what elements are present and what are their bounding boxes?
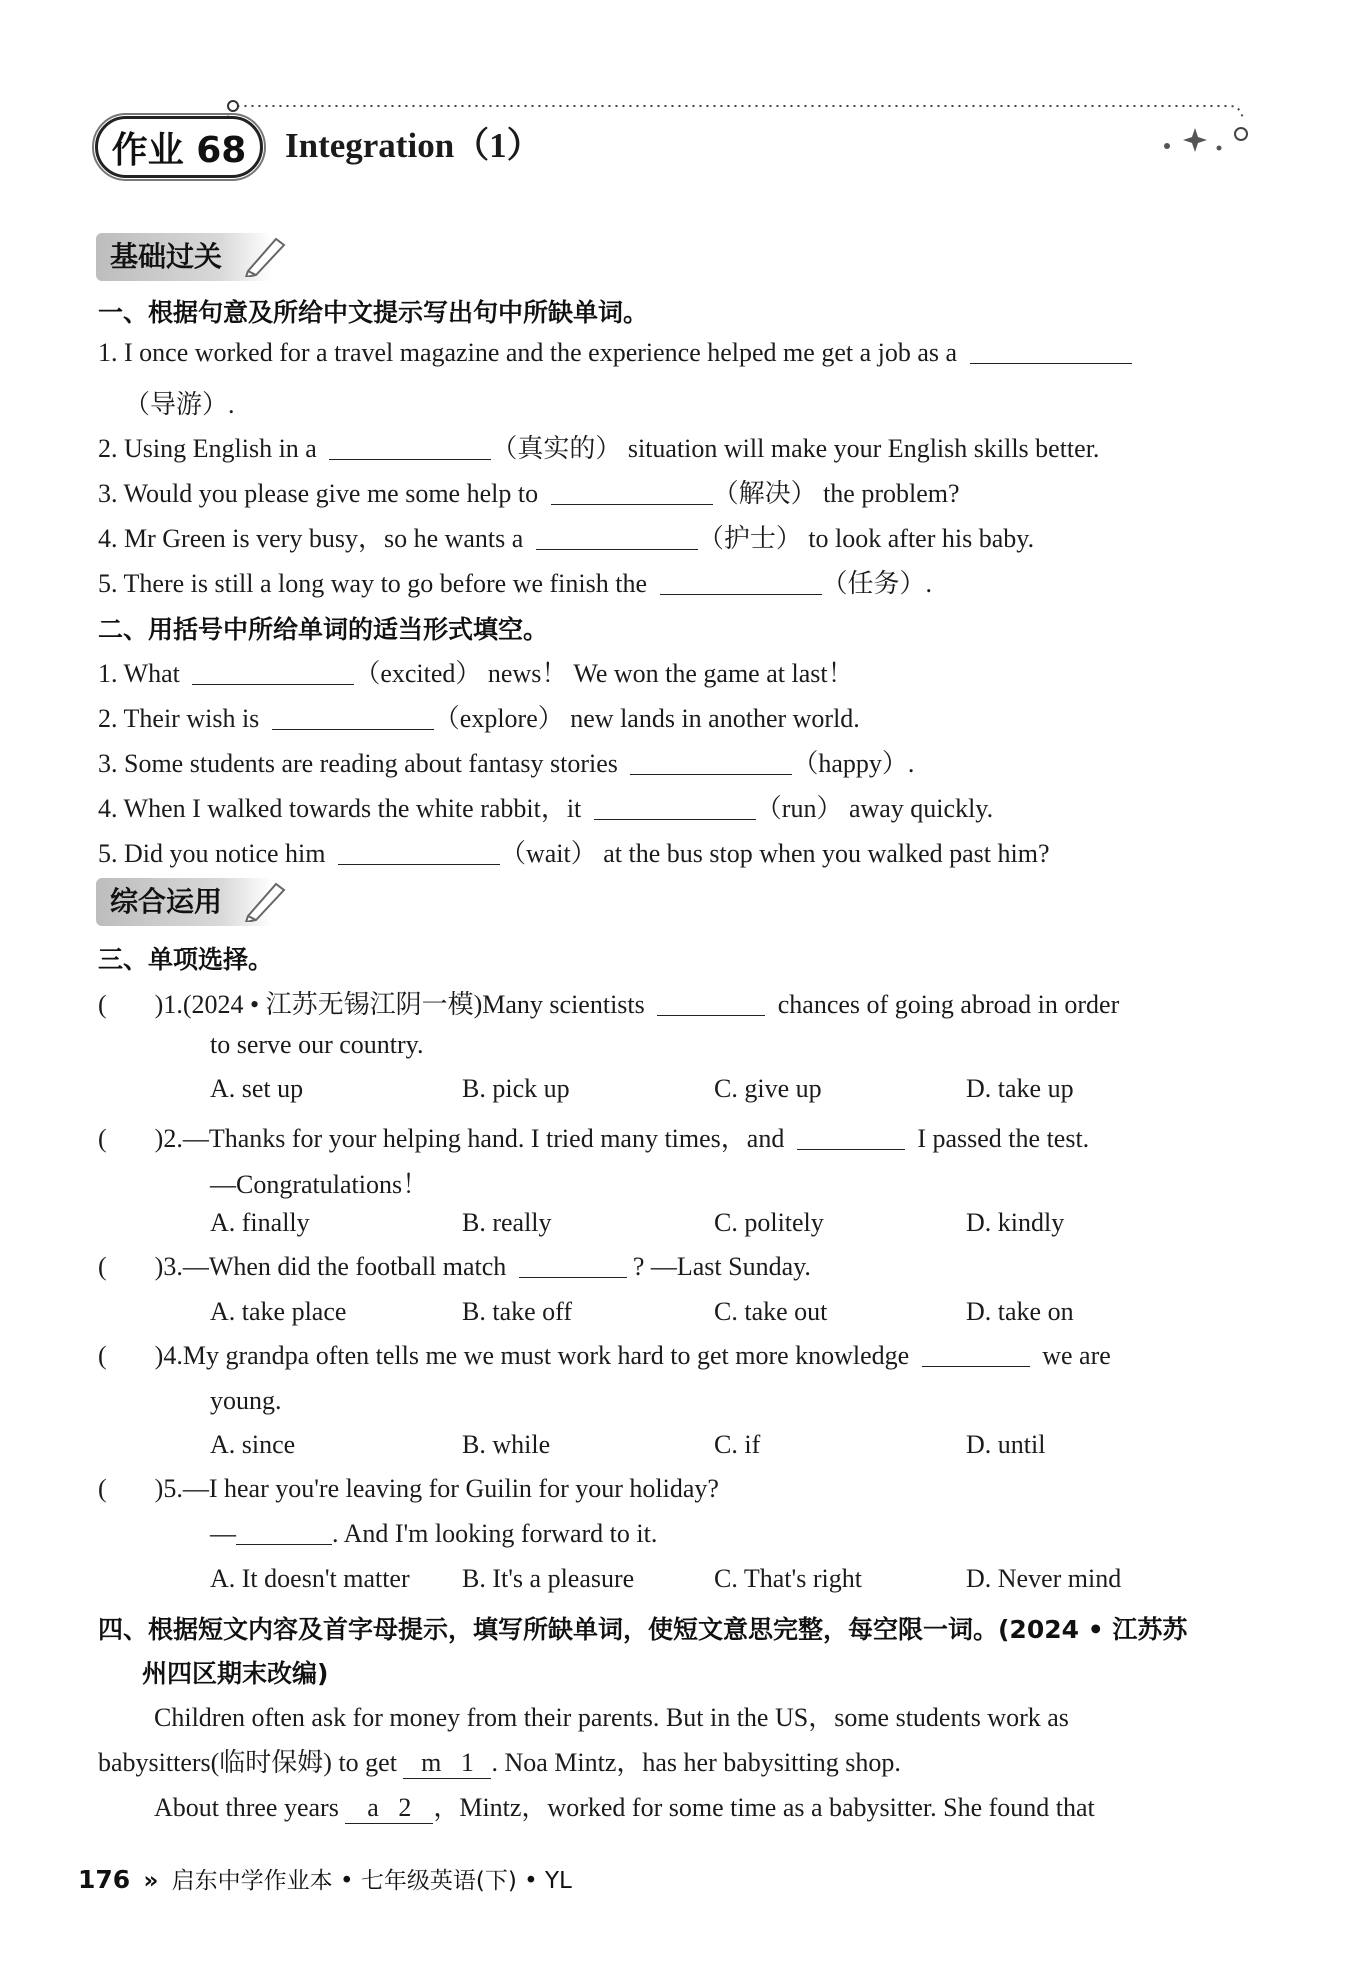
answer-blank[interactable] [192, 660, 354, 685]
part3-instruction: 三、单项选择。 [98, 945, 274, 974]
p1-q2: 2. Using English in a （真实的） situation will make your English skills better. [98, 434, 1100, 463]
mc-q5-option-b[interactable]: B. It's a pleasure [462, 1564, 635, 1593]
mc-q4-option-a[interactable]: A. since [210, 1430, 296, 1459]
passage-line-2: babysitters(临时保姆) to get m 1 . Noa Mintz，has her babysitting shop. [98, 1748, 901, 1777]
book-title: 启东中学作业本 • 七年级英语(下) • YL [171, 1868, 572, 1894]
p2-q4: 4. When I walked towards the white rabbit，it （run） away quickly. [98, 794, 994, 823]
badge-text: 作业 68 [111, 129, 247, 171]
part4-instruction-cont: 州四区期末改编) [142, 1659, 329, 1688]
mc-q1: ( )1.(2024 • 江苏无锡江阴一模)Many scientists chances of going abroad in order [98, 990, 1120, 1019]
badge-ring [92, 113, 266, 181]
p1-q5: 5. There is still a long way to go before we finish the （任务）. [98, 569, 933, 598]
mc-q5-option-c[interactable]: C. That's right [714, 1564, 862, 1593]
part2-instruction: 二、用括号中所给单词的适当形式填空。 [98, 615, 549, 644]
answer-blank [922, 1342, 1030, 1367]
answer-blank[interactable] [338, 840, 500, 865]
answer-blank[interactable] [660, 570, 822, 595]
mc-q2: ( )2.—Thanks for your helping hand. I tried many times，and I passed the test. [98, 1124, 1090, 1153]
page-number: 176 [78, 1865, 131, 1894]
p2-q5: 5. Did you notice him （wait） at the bus stop when you walked past him? [98, 839, 1050, 868]
p1-q4: 4. Mr Green is very busy，so he wants a （护士） to look after his baby. [98, 524, 1035, 553]
mc-q5: ( )5.—I hear you're leaving for Guilin for your holiday? [98, 1474, 719, 1503]
answer-blank [519, 1253, 627, 1278]
p1-q1 [98, 338, 1132, 368]
mc-q2-option-b[interactable]: B. really [462, 1208, 552, 1237]
mc-q4-option-d[interactable]: D. until [966, 1430, 1046, 1459]
p2-q1: 1. What （excited） news！ We won the game at last！ [98, 659, 854, 688]
mc-q3: ( )3.—When did the football match ? —Last Sunday. [98, 1252, 811, 1281]
answer-blank[interactable] [272, 705, 434, 730]
passage-line-3: About three years a 2 ，Mintz，worked for some time as a babysitter. She found that [154, 1793, 1095, 1822]
mc-q5-reply: — . And I'm looking forward to it. [210, 1519, 658, 1548]
answer-blank[interactable] [630, 750, 792, 775]
answer-blank[interactable] [551, 480, 713, 505]
answer-blank [797, 1125, 905, 1150]
answer-blank[interactable] [970, 339, 1132, 364]
mc-q3-option-a[interactable]: A. take place [210, 1297, 347, 1326]
answer-paren[interactable]: ( [98, 1474, 107, 1503]
mc-q2-option-d[interactable]: D. kindly [966, 1208, 1065, 1237]
answer-paren[interactable]: ( [98, 1252, 107, 1281]
p1-q1-text: 1. I once worked for a travel magazine and the experience helped me get a job as a [98, 338, 958, 367]
page-footer [78, 1862, 572, 1895]
mc-q2-option-c[interactable]: C. politely [714, 1208, 824, 1237]
pencil-icon [240, 233, 288, 277]
pencil-icon [240, 878, 288, 922]
answer-paren[interactable]: ( [98, 990, 107, 1019]
mc-q4-option-b[interactable]: B. while [462, 1430, 551, 1459]
passage-blank-2[interactable]: a 2 [345, 1793, 433, 1824]
answer-blank [657, 991, 765, 1016]
answer-blank[interactable] [329, 435, 491, 460]
mc-q1-cont: to serve our country. [210, 1030, 424, 1059]
mc-q1-option-a[interactable]: A. set up [210, 1074, 304, 1103]
answer-paren[interactable]: ( [98, 1341, 107, 1370]
mc-q5-option-d[interactable]: D. Never mind [966, 1564, 1122, 1593]
sparkle-icon [1155, 118, 1255, 158]
p2-q2: 2. Their wish is （explore） new lands in another world. [98, 704, 860, 733]
mc-q1-option-b[interactable]: B. pick up [462, 1074, 570, 1103]
passage-blank-1[interactable]: m 1 [403, 1748, 491, 1779]
homework-number-badge [95, 116, 263, 178]
p2-q3: 3. Some students are reading about fantasy stories （happy）. [98, 749, 915, 778]
passage-line-1: Children often ask for money from their parents. But in the US，some students work as [154, 1703, 1069, 1732]
answer-blank [236, 1520, 332, 1545]
mc-q1-option-d[interactable]: D. take up [966, 1074, 1074, 1103]
mc-q5-option-a[interactable]: A. It doesn't matter [210, 1564, 410, 1593]
chevron-right-icon: » [143, 1868, 159, 1894]
p1-q3: 3. Would you please give me some help to （解决） the problem? [98, 479, 960, 508]
mc-q3-option-d[interactable]: D. take on [966, 1297, 1074, 1326]
answer-blank[interactable] [536, 525, 698, 550]
mc-q4: ( )4.My grandpa often tells me we must work hard to get more knowledge we are [98, 1341, 1111, 1370]
answer-paren[interactable]: ( [98, 1124, 107, 1153]
mc-q4-cont: young. [210, 1386, 282, 1415]
section-tab-label: 综合运用 [110, 885, 223, 918]
section-tab-label: 基础过关 [110, 240, 223, 273]
mc-q4-option-c[interactable]: C. if [714, 1430, 761, 1459]
answer-blank[interactable] [594, 795, 756, 820]
mc-q3-option-c[interactable]: C. take out [714, 1297, 828, 1326]
mc-q2-option-a[interactable]: A. finally [210, 1208, 310, 1237]
part4-instruction: 四、根据短文内容及首字母提示，填写所缺单词，使短文意思完整，每空限一词。(2024 • 江苏苏 [98, 1615, 1188, 1644]
part1-instruction: 一、根据句意及所给中文提示写出句中所缺单词。 [98, 298, 649, 327]
mc-q1-option-c[interactable]: C. give up [714, 1074, 822, 1103]
p1-q1-hint: （导游）. [124, 390, 235, 419]
mc-q2-cont: —Congratulations！ [210, 1170, 429, 1199]
lesson-title: Integration（1） [285, 126, 542, 165]
mc-q3-option-b[interactable]: B. take off [462, 1297, 572, 1326]
